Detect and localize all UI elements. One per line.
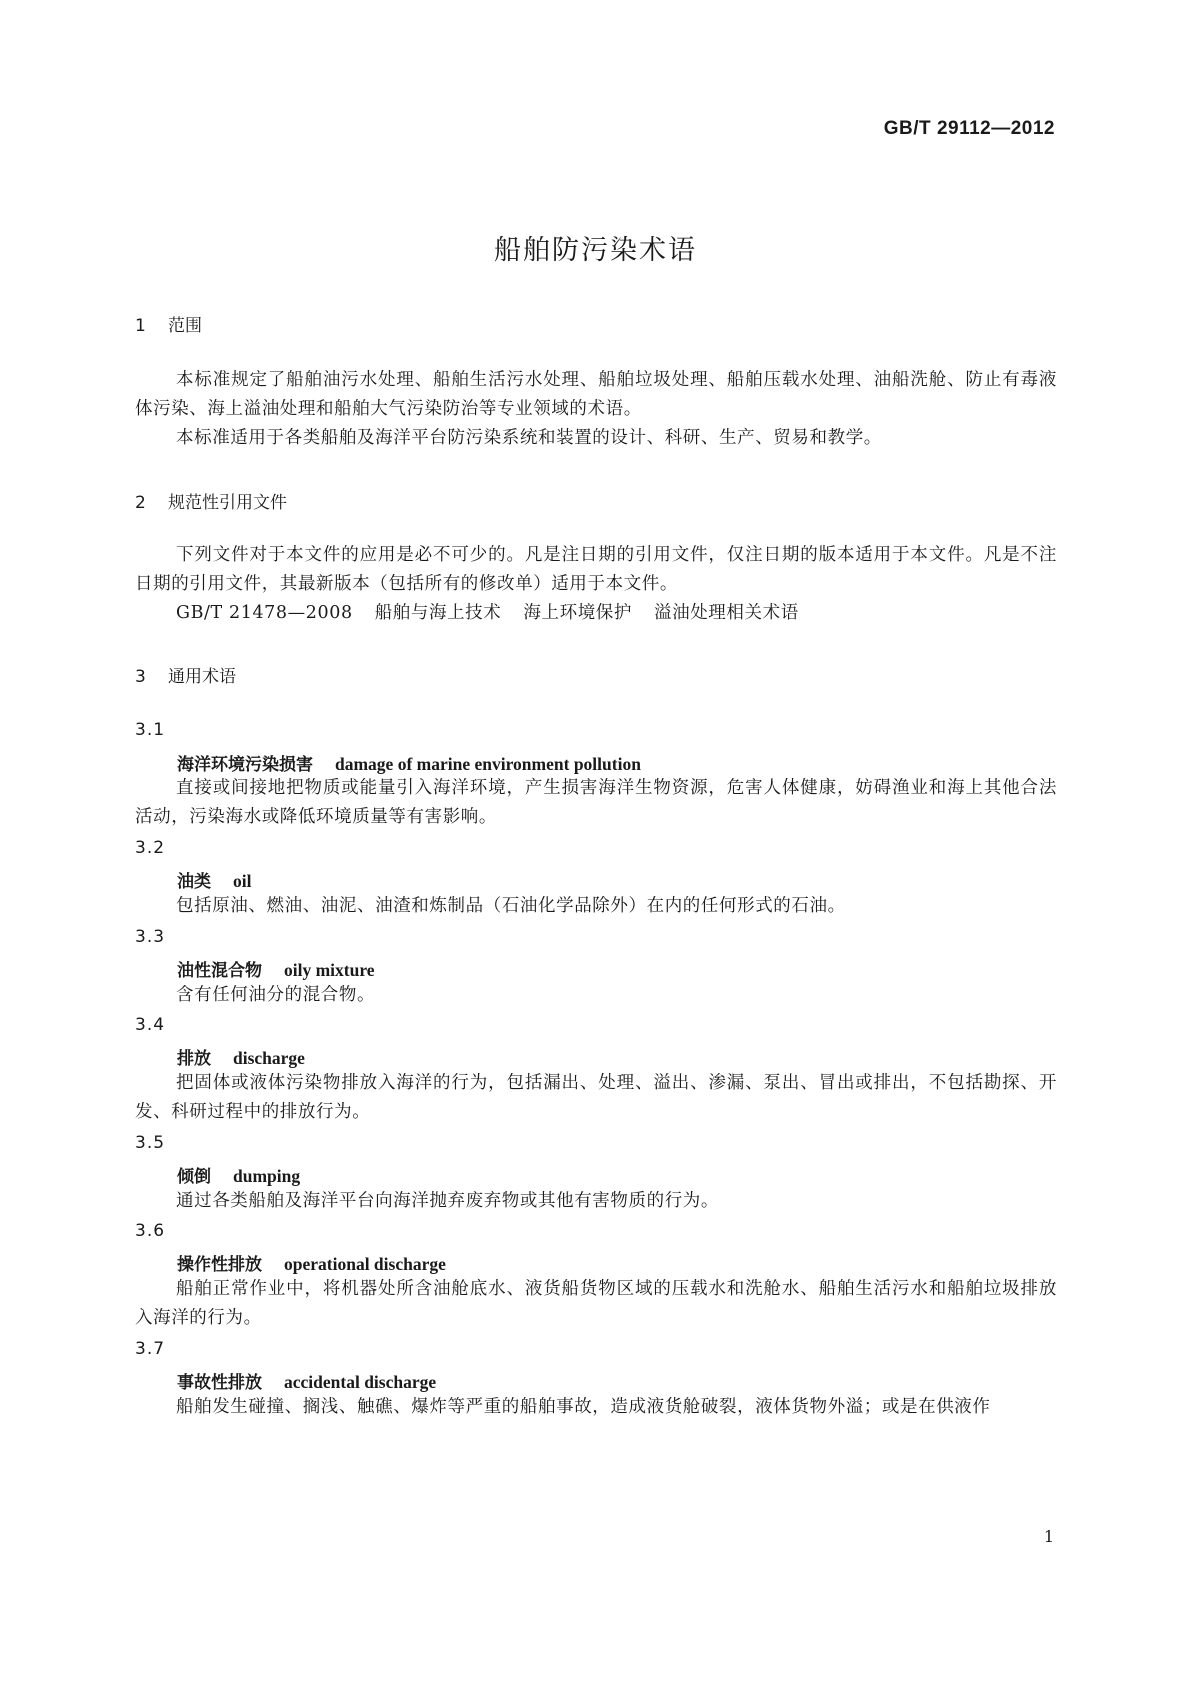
term-name: [177, 1044, 305, 1069]
term-en: oily mixture: [284, 960, 375, 980]
term-en: discharge: [233, 1048, 305, 1068]
reference-entry: [176, 599, 799, 624]
reference-part: 船舶与海上技术: [374, 603, 502, 623]
term-number: 3.2: [135, 838, 166, 858]
section-number: 3: [135, 667, 146, 687]
term-definition: 把固体或液体污染物排放入海洋的行为，包括漏出、处理、溢出、渗漏、泵出、冒出或排出，不包括勘探、开发、科研过程中的排放行为。: [135, 1073, 1057, 1122]
section-heading-2: [135, 488, 287, 513]
term-en: dumping: [233, 1166, 301, 1186]
term-number: 3.5: [135, 1133, 166, 1153]
reference-part: 溢油处理相关术语: [654, 603, 799, 623]
term-name: [177, 750, 641, 775]
term-number: 3.3: [135, 927, 166, 947]
term-zh: 海洋环境污染损害: [177, 755, 313, 775]
section-title: 规范性引用文件: [168, 493, 287, 513]
term-number: 3.1: [135, 720, 166, 740]
term-en: accidental discharge: [284, 1372, 437, 1392]
reference-code: GB/T 21478—2008: [176, 603, 353, 623]
scope-paragraph-1: 本标准规定了船舶油污水处理、船舶生活污水处理、船舶垃圾处理、船舶压载水处理、油船洗舱、防止有毒液体污染、海上溢油处理和船舶大气污染防治等专业领域的术语。: [135, 370, 1057, 419]
normative-ref-paragraph: 下列文件对于本文件的应用是必不可少的。凡是注日期的引用文件，仅注日期的版本适用于本文件。凡是不注日期的引用文件，其最新版本（包括所有的修改单）适用于本文件。: [135, 545, 1057, 594]
term-zh: 操作性排放: [177, 1255, 262, 1275]
term-name: [177, 1250, 446, 1275]
term-zh: 油类: [177, 872, 211, 892]
term-en: operational discharge: [284, 1254, 446, 1274]
term-en: oil: [233, 871, 252, 891]
term-definition: 通过各类船舶及海洋平台向海洋抛弃废弃物或其他有害物质的行为。: [176, 1191, 719, 1211]
page-number: 1: [1043, 1527, 1054, 1546]
term-en: damage of marine environment pollution: [335, 754, 641, 774]
term-zh: 事故性排放: [177, 1373, 262, 1393]
section-title: 通用术语: [168, 667, 236, 687]
term-number: 3.6: [135, 1221, 166, 1241]
section-heading-1: [135, 311, 202, 336]
term-zh: 倾倒: [177, 1167, 211, 1187]
term-number: 3.4: [135, 1015, 166, 1035]
term-definition: 船舶正常作业中，将机器处所含油舱底水、液货船货物区域的压载水和洗舱水、船舶生活污水和船舶垃圾排放入海洋的行为。: [135, 1279, 1057, 1328]
section-heading-3: [135, 662, 236, 687]
term-zh: 排放: [177, 1049, 211, 1069]
section-number: 1: [135, 316, 146, 336]
term-name: [177, 867, 251, 892]
standard-number: GB/T 29112—2012: [883, 118, 1055, 139]
section-number: 2: [135, 493, 146, 513]
term-name: [177, 1162, 300, 1187]
section-title: 范围: [168, 316, 202, 336]
term-definition: 包括原油、燃油、油泥、油渣和炼制品（石油化学品除外）在内的任何形式的石油。: [176, 896, 846, 916]
scope-paragraph-2: 本标准适用于各类船舶及海洋平台防污染系统和装置的设计、科研、生产、贸易和教学。: [176, 428, 882, 448]
term-definition: 船舶发生碰撞、搁浅、触礁、爆炸等严重的船舶事故，造成液货舱破裂，液体货物外溢；或是在供液作: [176, 1397, 991, 1417]
term-name: [177, 956, 375, 981]
term-definition: 含有任何油分的混合物。: [176, 985, 376, 1005]
term-zh: 油性混合物: [177, 961, 262, 981]
term-definition: 直接或间接地把物质或能量引入海洋环境，产生损害海洋生物资源，危害人体健康，妨碍渔业和海上其他合法活动，污染海水或降低环境质量等有害影响。: [135, 778, 1057, 827]
term-name: [177, 1368, 436, 1393]
reference-part: 海上环境保护: [523, 603, 632, 623]
document-title: 船舶防污染术语: [494, 235, 697, 266]
term-number: 3.7: [135, 1339, 166, 1359]
